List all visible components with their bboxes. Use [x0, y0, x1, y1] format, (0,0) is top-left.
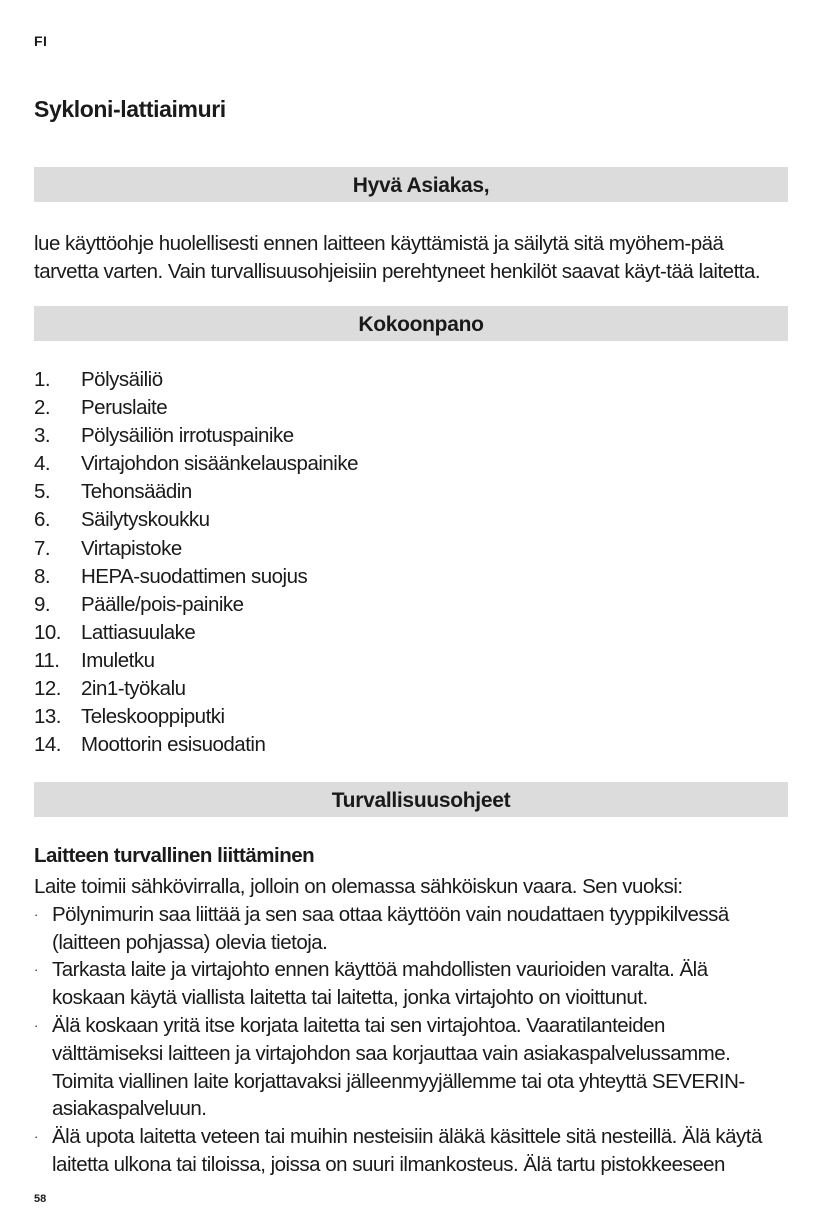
bullet-line: Pölynimurin saa liittää ja sen saa ottaa käyttöön vain noudattaen tyyppikilvessä [52, 902, 729, 926]
list-item [34, 506, 358, 534]
bullet-marker: · [34, 962, 38, 978]
item-label: HEPA-suodattimen suojus [81, 564, 308, 588]
intro-line: lue käyttöohje huolellisesti ennen laitteen käyttämistä ja säilytä sitä myöhem-pää [34, 232, 724, 255]
safety-subheading: Laitteen turvallinen liittäminen [34, 844, 315, 867]
bullet-marker: · [34, 1129, 38, 1145]
page-number: 58 [34, 1193, 47, 1205]
safety-bullets [34, 901, 804, 1179]
item-number: 9. [34, 592, 51, 616]
bullet-marker: · [34, 906, 38, 922]
item-number: 11. [34, 648, 60, 672]
list-item [34, 619, 358, 647]
bullet-line: Älä upota laitetta veteen tai muihin nesteisiin äläkä käsittele sitä nesteillä. Älä käytä [52, 1125, 762, 1149]
list-item [34, 394, 358, 422]
item-number: 1. [34, 368, 51, 391]
item-number: 5. [34, 480, 51, 504]
bullet-line: laitetta ulkona tai tiloissa, joissa on suuri ilmankosteus. Älä tartu pistokkeeseen [52, 1152, 725, 1176]
bullet-line: Älä koskaan yritä itse korjata laitetta tai sen virtajohtoa. Vaaratilanteiden [52, 1013, 665, 1037]
item-label: Pölysäiliö [81, 368, 163, 391]
list-item [34, 478, 358, 506]
item-number: 10. [34, 620, 61, 644]
bullet-line: asiakaspalveluun. [52, 1097, 207, 1121]
list-item [34, 675, 358, 703]
item-label: Lattiasuulake [81, 620, 196, 644]
list-item [34, 450, 358, 478]
intro-paragraph [34, 230, 794, 286]
intro-line: tarvetta varten. Vain turvallisuusohjeisiin perehtyneet henkilöt saavat käyt-tää laitetta. [34, 260, 761, 283]
list-item [34, 1012, 804, 1123]
section-header-greeting: Hyvä Asiakas, [34, 167, 788, 202]
item-number: 2. [34, 396, 51, 420]
item-label: Virtapistoke [81, 536, 182, 560]
parts-list [34, 366, 358, 759]
item-label: Päälle/pois-painike [81, 592, 244, 616]
bullet-line: Tarkasta laite ja virtajohto ennen käyttöä mahdollisten vaurioiden varalta. Älä [52, 958, 708, 982]
bullet-line: Toimita viallinen laite korjattavaksi jälleenmyyjällemme tai ota yhteyttä SEVERIN- [52, 1069, 745, 1093]
item-number: 12. [34, 677, 61, 701]
bullet-line: (laitteen pohjassa) olevia tietoja. [52, 930, 328, 954]
item-label: Teleskooppiputki [81, 705, 225, 729]
item-label: Moottorin esisuodatin [81, 733, 266, 757]
list-item [34, 535, 358, 563]
list-item [34, 422, 358, 450]
list-item [34, 1123, 804, 1179]
item-number: 7. [34, 536, 51, 560]
document-title: Sykloni-lattiaimuri [34, 96, 226, 122]
list-item [34, 563, 358, 591]
item-label: Virtajohdon sisäänkelauspainike [81, 452, 359, 476]
item-number: 4. [34, 452, 51, 476]
section-header-safety: Turvallisuusohjeet [34, 782, 788, 817]
item-label: 2in1-työkalu [81, 677, 186, 701]
list-item [34, 703, 358, 731]
item-number: 14. [34, 733, 61, 757]
list-item [34, 366, 358, 394]
item-number: 6. [34, 508, 51, 532]
item-label: Tehonsäädin [81, 480, 192, 504]
bullet-marker: · [34, 1017, 38, 1033]
language-code: FI [34, 33, 48, 49]
item-label: Pölysäiliön irrotuspainike [81, 424, 294, 448]
section-header-assembly: Kokoonpano [34, 306, 788, 341]
list-item [34, 647, 358, 675]
list-item [34, 956, 804, 1012]
safety-lead: Laite toimii sähkövirralla, jolloin on olemassa sähköiskun vaara. Sen vuoksi: [34, 875, 683, 898]
item-label: Imuletku [81, 648, 155, 672]
safety-body [34, 873, 804, 1179]
list-item [34, 591, 358, 619]
item-number: 3. [34, 424, 51, 448]
item-label: Peruslaite [81, 396, 168, 420]
item-number: 13. [34, 705, 61, 729]
item-number: 8. [34, 564, 51, 588]
bullet-line: koskaan käytä viallista laitetta tai laitetta, jonka virtajohto on vioittunut. [52, 986, 648, 1010]
item-label: Säilytyskoukku [81, 508, 210, 532]
list-item [34, 731, 358, 759]
bullet-line: välttämiseksi laitteen ja virtajohdon saa korjauttaa vain asiakaspalvelussamme. [52, 1041, 731, 1065]
list-item [34, 901, 804, 957]
